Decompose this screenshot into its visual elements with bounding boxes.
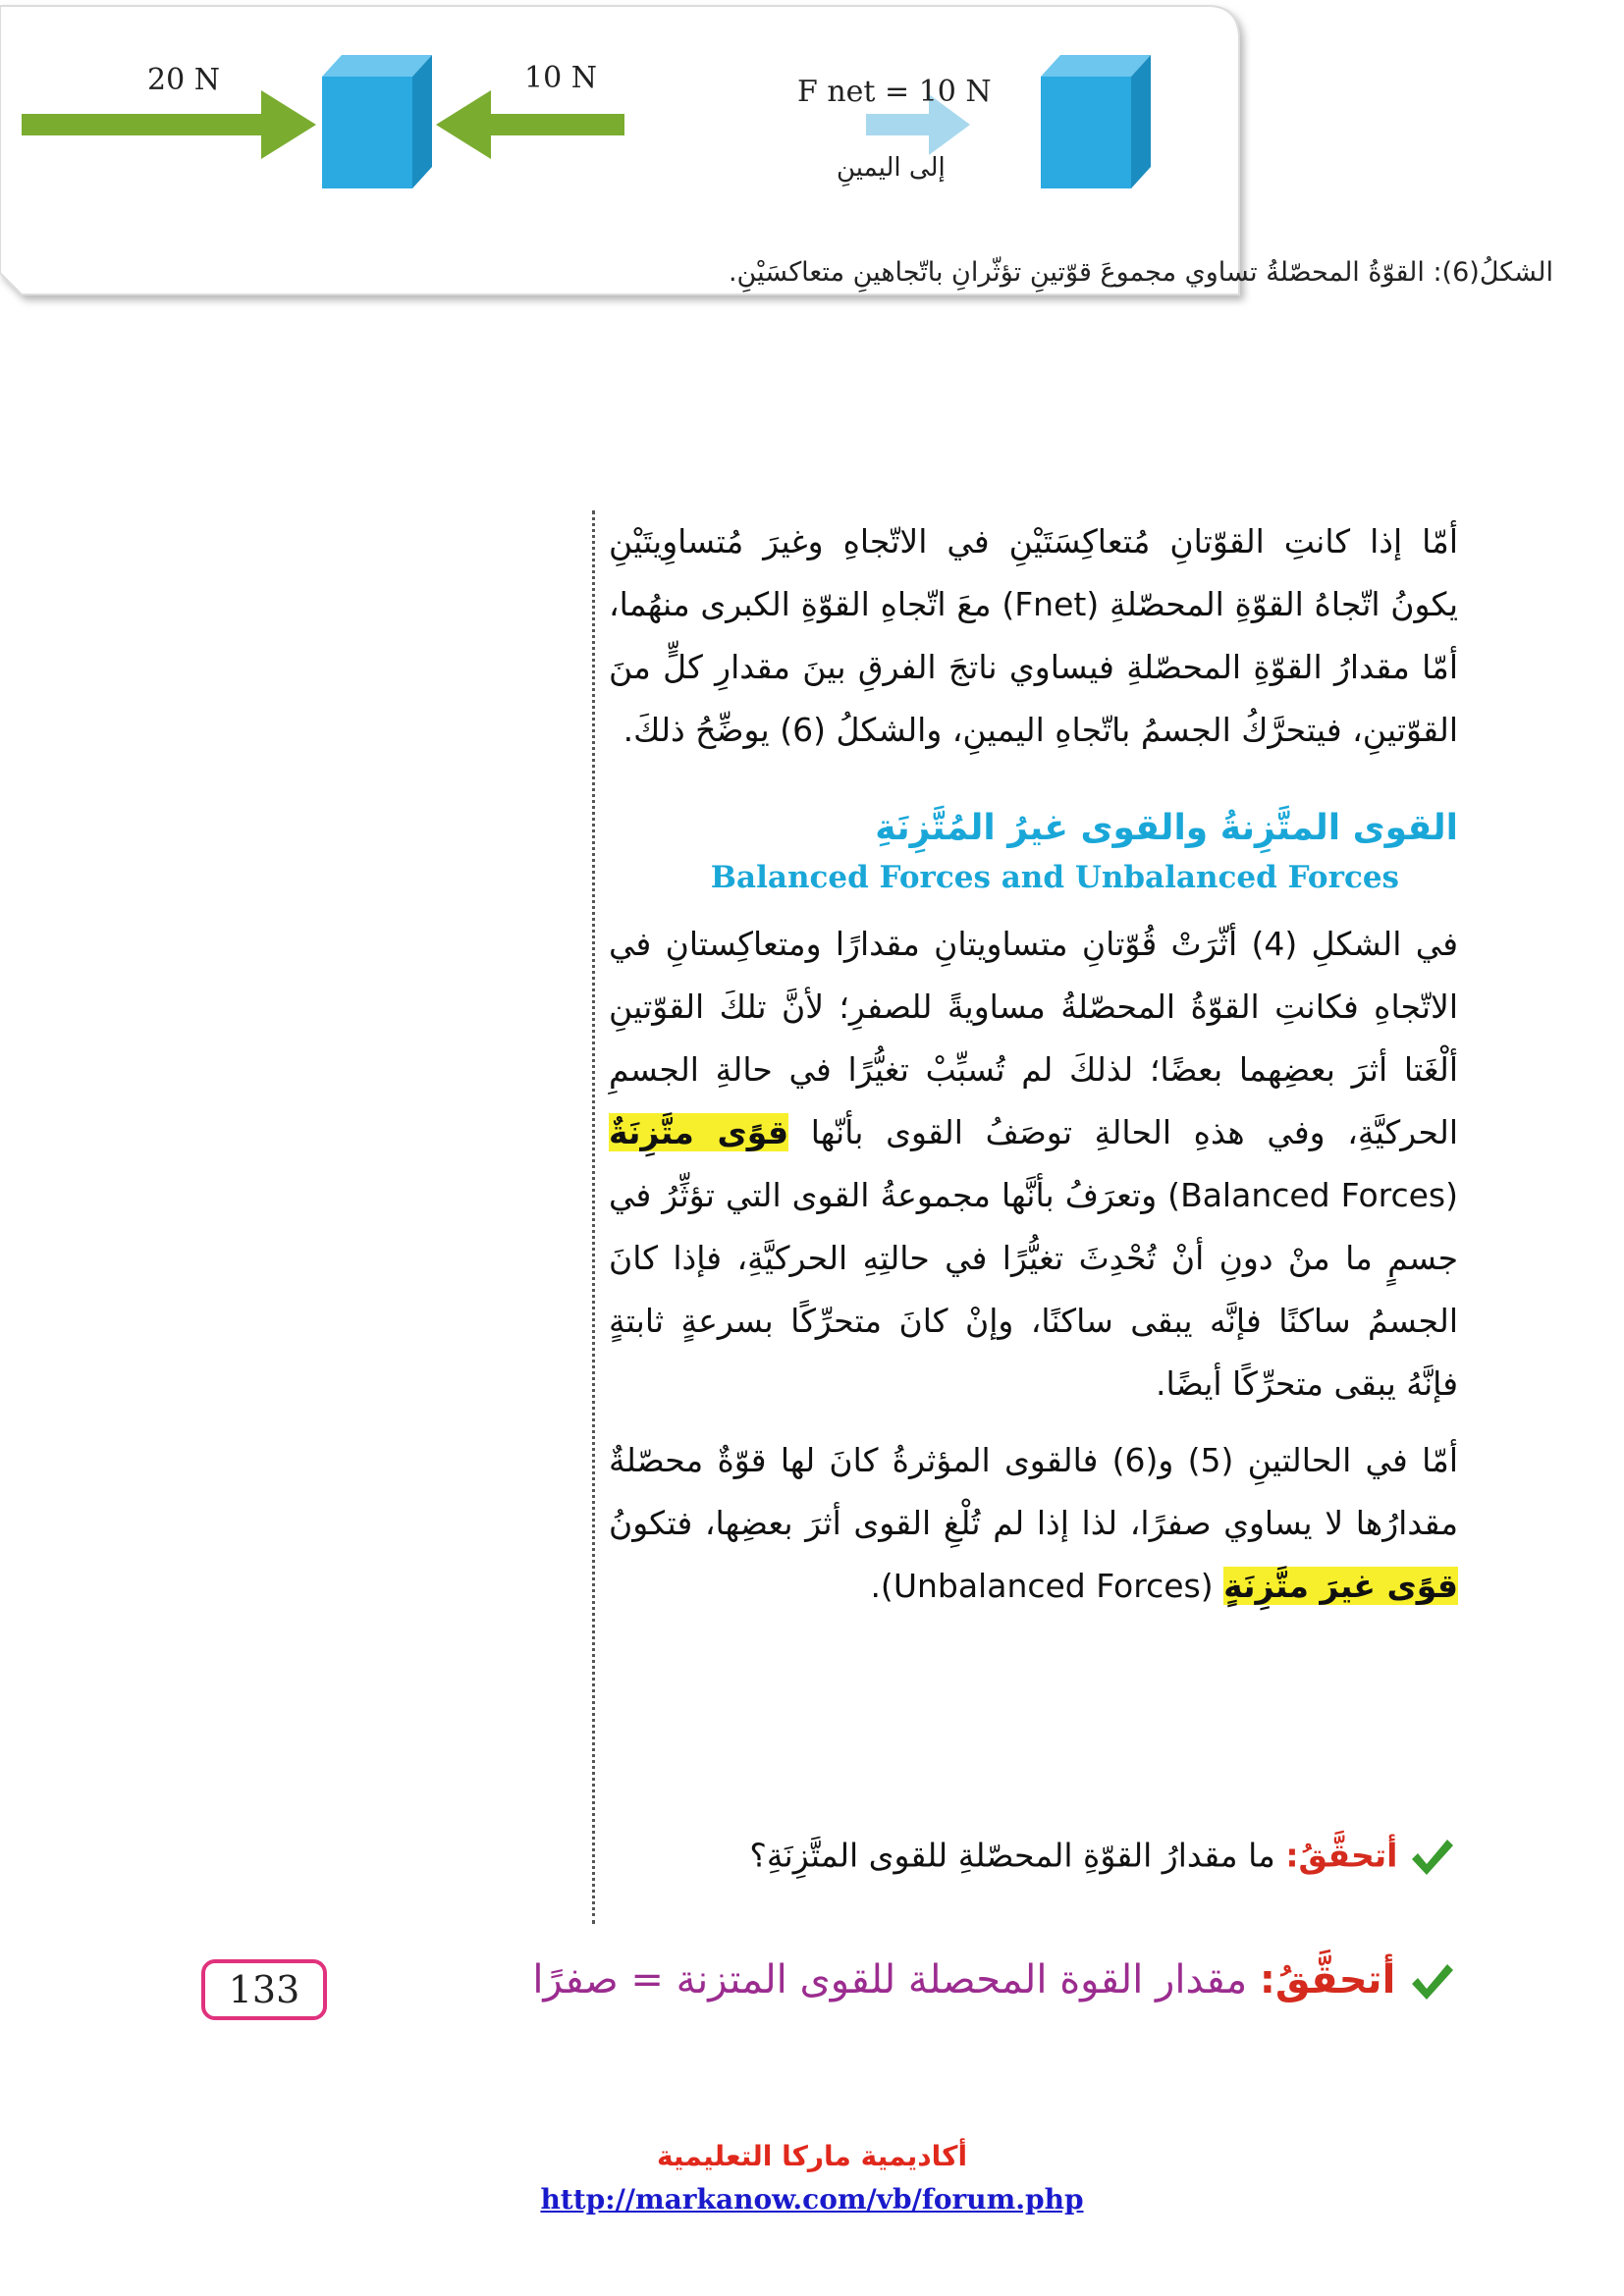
footer-academy-name: أكاديمية ماركا التعليمية <box>656 2140 968 2172</box>
paragraph-2-text-a: في الشكلِ (4) أثّرَتْ قُوّتانِ متساويتانِ مقدارًا ومتعاكِستانِ في الاتّجاهِ فكانتِ القوّةُ المحصّلةُ مساويةً للصفرِ؛ لأنَّ تلكَ القوّتينِ ألْغَتا أثرَ بعضِهما بعضًا؛ لذلكَ لم تُسبِّبْ تغيُّرًا في حالةِ الجسمِ الحركيَّةِ، وفي هذهِ الحالةِ توصَفُ القوى بأنّها <box>609 925 1458 1151</box>
direction-label: إلى اليمينِ <box>837 153 946 183</box>
check-question-text: ما مقدارُ القوّةِ المحصّلةِ للقوى المتَّزِنَةِ؟ <box>749 1836 1275 1875</box>
paragraph-2-text-b: (Balanced Forces) وتعرَفُ بأنَّها مجموعةُ القوى التي تؤثِّرُ في جسمٍ ما منْ دونِ أنْ تُحْدِثَ تغيُّرًا في حالتِهِ الحركيَّةِ، فإذا كانَ الجسمُ ساكنًا فإنَّه يبقى ساكنًا، وإنْ كانَ متحرِّكًا بسرعةٍ ثابتةٍ فإنَّهُ يبقى متحرِّكًا أيضًا. <box>609 1176 1458 1403</box>
right-force-label: 10 N <box>524 61 597 95</box>
checkmark-icon <box>1408 1958 1455 2005</box>
figure-panel <box>0 0 1553 324</box>
paragraph-1: أمّا إذا كانتِ القوّتانِ مُتعاكِسَتَيْنِ في الاتّجاهِ وغيرَ مُتساوِيتَيْنِ يكونُ اتّجاهُ القوّةِ المحصّلةِ (Fnet) معَ اتّجاهِ القوّةِ الكبرى منهُما، أمّا مقدارُ القوّةِ المحصّلةِ فيساوي ناتجَ الفرقِ بينَ مقدارِ كلٍّ منَ القوّتينِ، فيتحرَّكُ الجسمُ باتّجاهِ اليمينِ، والشكلُ (6) يوضِّحُ ذلكَ. <box>609 522 1459 749</box>
paragraph-2 <box>609 913 1458 1415</box>
column-divider <box>592 510 595 1924</box>
text-column <box>609 510 1458 1618</box>
net-force-label: F net = 10 N <box>797 75 992 109</box>
section-title-arabic: القوى المتَّزِنةُ والقوى غيرُ المُتَّزِنَةِ <box>875 808 1458 848</box>
check-question <box>749 1834 1455 1881</box>
section-title-english: Balanced Forces and Unbalanced Forces <box>710 860 1399 895</box>
answer-label: أتحقَّقُ: <box>1259 1957 1396 2002</box>
cube-2-icon <box>1041 55 1151 188</box>
paragraph-3-text-b: (Unbalanced Forces). <box>870 1567 1214 1605</box>
footer-link[interactable]: http://markanow.com/vb/forum.php <box>540 2183 1084 2216</box>
check-label: أتحقَّقُ: <box>1285 1836 1398 1875</box>
balanced-forces-highlight: قوًى متَّزِنَةٌ <box>609 1113 789 1151</box>
unbalanced-forces-highlight: قوًى غيرَ متَّزِنَةٍ <box>1223 1567 1458 1605</box>
paragraph-3 <box>609 1429 1458 1618</box>
paragraph-3-text-a: أمّا في الحالتينِ (5) و(6) فالقوى المؤثرةُ كانَ لها قوّةٌ محصّلةٌ مقدارُها لا يساوي صفرًا، لذا إذا لم تُلْغِ القوى أثرَ بعضِها، فتكونُ <box>609 1441 1458 1542</box>
figure-caption: الشكلُ(6): القوّةُ المحصّلةُ تساوي مجموعَ قوّتينِ تؤثّرانِ باتّجاهينِ متعاكسَيْنِ. <box>728 257 1553 288</box>
answer <box>532 1957 1455 2005</box>
cube-1-icon <box>322 55 432 188</box>
page-number: 133 <box>201 1959 327 2020</box>
checkmark-icon <box>1408 1834 1455 1881</box>
answer-text: مقدار القوة المحصلة للقوى المتزنة = صفرًا <box>532 1957 1248 2002</box>
left-force-label: 20 N <box>147 63 220 97</box>
